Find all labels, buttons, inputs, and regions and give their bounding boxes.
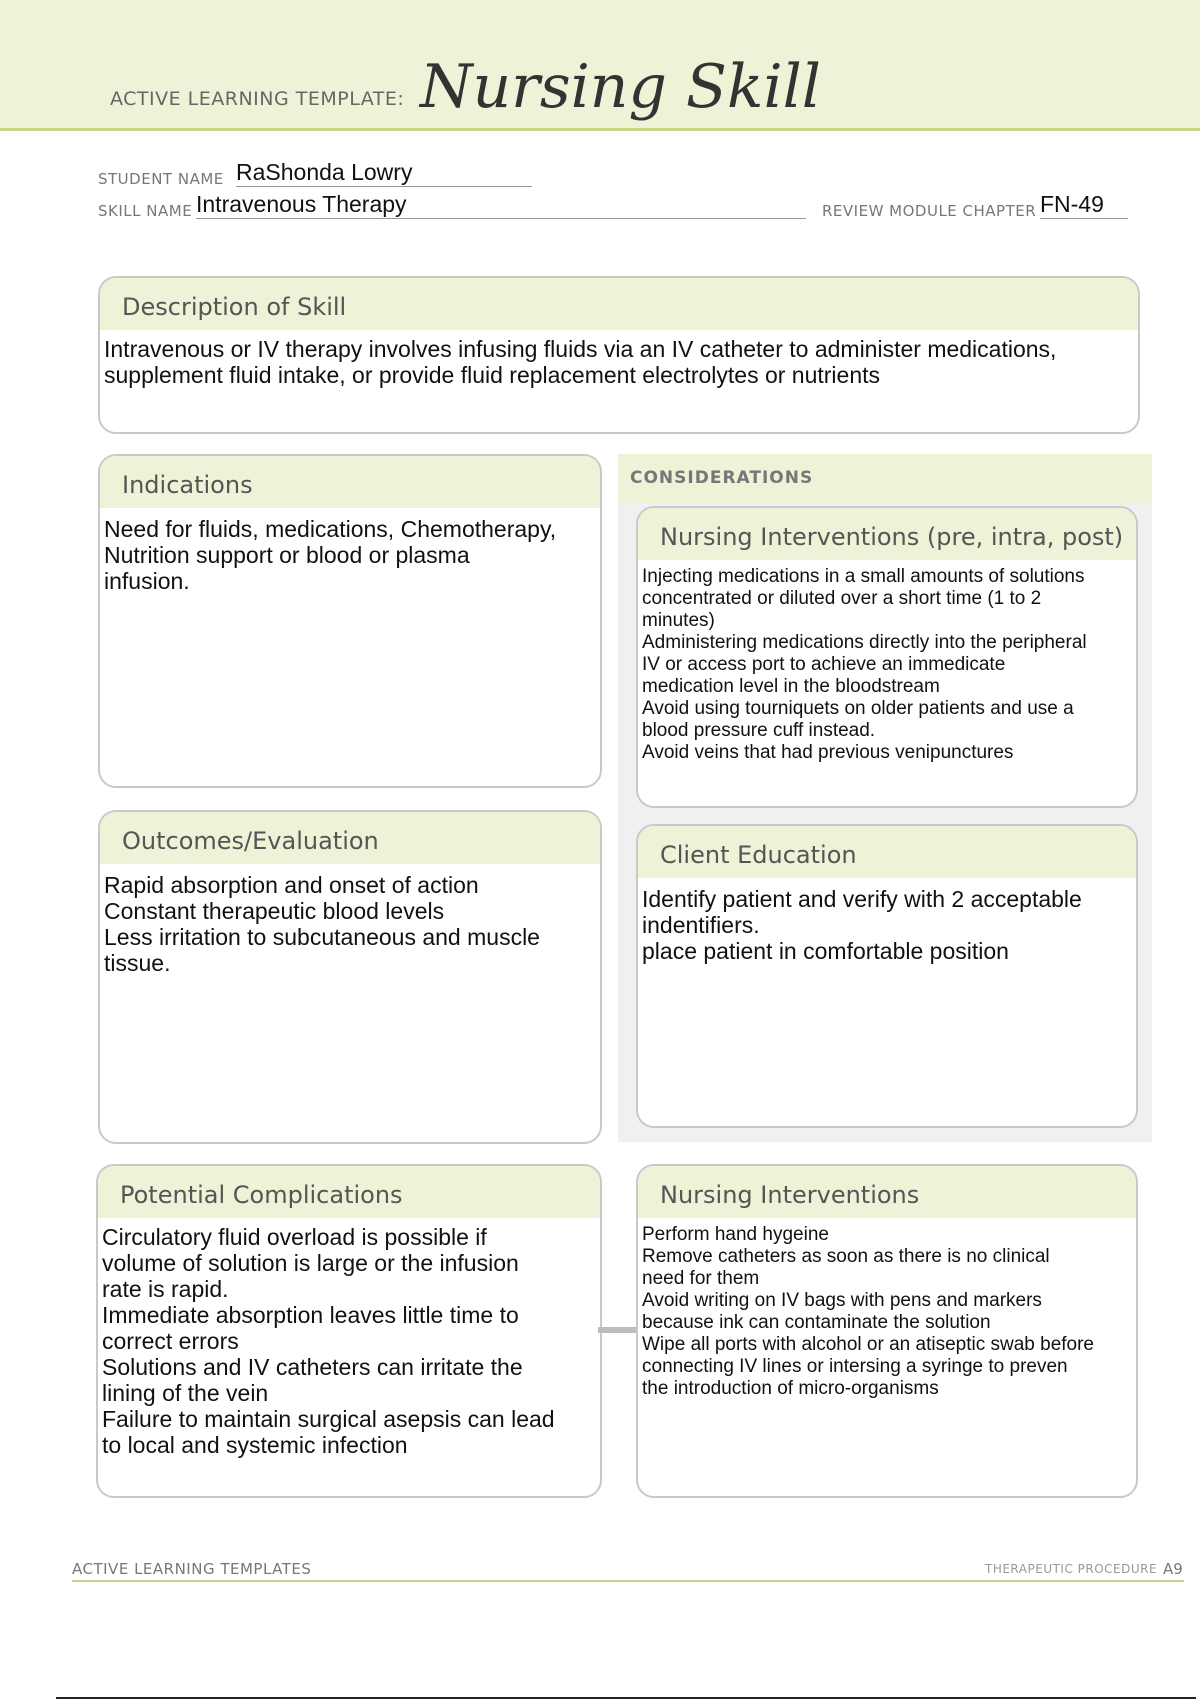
description-text[interactable]: Intravenous or IV therapy involves infusing fluids via an IV catheter to administer medications, supplement fluid intake, or provide fluid replacement electrolytes or nutrients [104, 336, 1057, 388]
outcomes-heading: Outcomes/Evaluation [100, 812, 600, 864]
client-education-heading: Client Education [638, 826, 1136, 878]
outcomes-text[interactable]: Rapid absorption and onset of action Constant therapeutic blood levels Less irritation to subcutaneous and muscle tissue. [104, 872, 540, 976]
indications-box [98, 454, 602, 788]
nursing-interventions-pre-intra-post-box [636, 506, 1138, 808]
page-title: Nursing Skill [420, 52, 821, 122]
considerations-title: CONSIDERATIONS [630, 468, 814, 488]
footer-right-label: THERAPEUTIC PROCEDURE [985, 1562, 1158, 1576]
potential-complications-text[interactable]: Circulatory fluid overload is possible if volume of solution is large or the infusion rate is rapid. Immediate absorption leaves little time to correct errors Solutions and IV catheters can irritate the lining of the vein Failure to maintain surgical asepsis can lead to local and systemic infection [102, 1224, 555, 1458]
review-module-label: REVIEW MODULE CHAPTER [822, 202, 1037, 220]
skill-name-field[interactable]: Intravenous Therapy [196, 190, 806, 219]
nursing-interventions-pre-intra-post-text[interactable]: Injecting medications in a small amounts of solutions concentrated or diluted over a short time (1 to 2 minutes) Administering medications directly into the peripheral IV or access port to achieve an immedicate medication level in the bloodstream Avoid using tourniquets on older patients and use a blood pressure cuff instead. Avoid veins that had previous venipunctures [642, 566, 1087, 763]
client-education-text[interactable]: Identify patient and verify with 2 acceptable indentifiers. place patient in comfortable position [642, 886, 1082, 964]
nursing-interventions-box [636, 1164, 1138, 1498]
nursing-interventions-text[interactable]: Perform hand hygeine Remove catheters as soon as there is no clinical need for them Avoid writing on IV bags with pens and markers because ink can contaminate the solution Wipe all ports with alcohol or an atiseptic swab before connecting IV lines or intersing a syringe to preven the introduction of micro-organisms [642, 1224, 1095, 1399]
student-name-field[interactable]: RaShonda Lowry [236, 158, 532, 187]
footer-page-number: A9 [1163, 1560, 1183, 1578]
bottom-rule [56, 1697, 1196, 1699]
outcomes-box [98, 810, 602, 1144]
potential-complications-heading: Potential Complications [98, 1166, 600, 1218]
nursing-interventions-pre-intra-post-heading: Nursing Interventions (pre, intra, post) [638, 508, 1136, 560]
page-header [0, 0, 1200, 131]
description-heading: Description of Skill [100, 278, 1138, 330]
review-module-field[interactable]: FN-49 [1040, 190, 1128, 219]
student-name-label: STUDENT NAME [98, 170, 224, 188]
template-label: ACTIVE LEARNING TEMPLATE: [110, 88, 405, 110]
client-education-box [636, 824, 1138, 1128]
nursing-interventions-heading: Nursing Interventions [638, 1166, 1136, 1218]
skill-name-label: SKILL NAME [98, 202, 193, 220]
description-box [98, 276, 1140, 434]
potential-complications-box [96, 1164, 602, 1498]
footer-divider [72, 1580, 1184, 1582]
indications-text[interactable]: Need for fluids, medications, Chemotherapy, Nutrition support or blood or plasma infusion. [104, 516, 557, 594]
connector-bar [598, 1327, 636, 1333]
indications-heading: Indications [100, 456, 600, 508]
footer-left-label: ACTIVE LEARNING TEMPLATES [72, 1560, 312, 1578]
